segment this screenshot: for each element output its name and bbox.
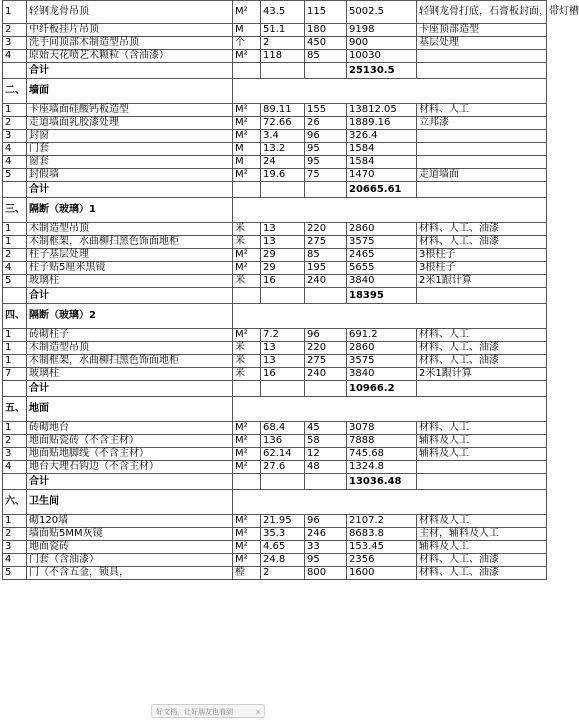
unit: 米: [233, 275, 261, 288]
section-number: 六、: [3, 490, 27, 515]
remarks: 材料、人工: [417, 329, 547, 342]
row-number: 4: [3, 156, 27, 169]
remarks: 卡座顶部造型: [417, 24, 547, 37]
remarks: [417, 474, 547, 490]
section-filler: [233, 397, 547, 422]
remarks: 材料、人工、油漆: [417, 554, 547, 567]
amount: 2860: [347, 223, 417, 236]
table-row: [3, 117, 547, 130]
item-name: 地面瓷砖: [27, 541, 233, 554]
quantity: 24.8: [261, 554, 305, 567]
unit-price: 75: [305, 169, 347, 182]
unit: M²: [233, 1, 261, 24]
row-number: 3: [3, 541, 27, 554]
quantity: [261, 474, 305, 490]
row-number: 5: [3, 169, 27, 182]
item-name: 卡座墙面硅酸钙板造型: [27, 104, 233, 117]
amount: 5002.5: [347, 1, 417, 24]
quantity: 13: [261, 342, 305, 355]
table-row: [3, 461, 547, 474]
quantity: [261, 63, 305, 79]
unit-price: 85: [305, 249, 347, 262]
unit: M²: [233, 130, 261, 143]
amount: 3078: [347, 422, 417, 435]
table-row: [3, 37, 547, 50]
remarks: 立邦漆: [417, 117, 547, 130]
remarks: [417, 130, 547, 143]
unit-price: 275: [305, 355, 347, 368]
subtotal-label: 合计: [27, 182, 233, 198]
quantity: 13: [261, 236, 305, 249]
remarks: [417, 288, 547, 304]
table-row: [3, 130, 547, 143]
quantity: 16: [261, 275, 305, 288]
remarks: 轻钢龙骨打底，石膏板封面，带灯槽: [417, 1, 547, 24]
row-number: [3, 63, 27, 79]
unit: [233, 63, 261, 79]
quantity: 21.95: [261, 515, 305, 528]
table-row: [3, 368, 547, 381]
subtotal-amount: 13036.48: [347, 474, 417, 490]
unit: 樘: [233, 567, 261, 580]
unit-price: 115: [305, 1, 347, 24]
item-name: 木制框架，水曲柳扫黑色饰面地柜: [27, 236, 233, 249]
unit-price: 240: [305, 275, 347, 288]
amount: 1600: [347, 567, 417, 580]
unit-price: 195: [305, 262, 347, 275]
row-number: [3, 182, 27, 198]
item-name: 地面贴地脚线（不含主材）: [27, 448, 233, 461]
remarks: 材料、人工、油漆: [417, 355, 547, 368]
row-number: 5: [3, 567, 27, 580]
unit: M²: [233, 422, 261, 435]
remarks: 2米1跟计算: [417, 275, 547, 288]
section-header-row: [3, 490, 547, 515]
item-name: 玻璃柱: [27, 275, 233, 288]
table-row: [3, 24, 547, 37]
section-title: 地面: [27, 397, 233, 422]
unit: 米: [233, 355, 261, 368]
unit-price: 33: [305, 541, 347, 554]
row-number: 2: [3, 435, 27, 448]
section-number: 四、: [3, 304, 27, 329]
amount: 1584: [347, 156, 417, 169]
remarks: [417, 50, 547, 63]
subtotal-row: [3, 288, 547, 304]
remarks: 走道墙面: [417, 169, 547, 182]
amount: 153.45: [347, 541, 417, 554]
close-icon[interactable]: ×: [255, 708, 261, 716]
row-number: [3, 288, 27, 304]
share-watermark-banner[interactable]: [151, 704, 265, 718]
section-header-row: [3, 397, 547, 422]
unit: M: [233, 143, 261, 156]
item-name: 地面贴瓷砖（不含主材）: [27, 435, 233, 448]
unit-price: 96: [305, 515, 347, 528]
quantity: 27.6: [261, 461, 305, 474]
subtotal-row: [3, 474, 547, 490]
quantity: 43.5: [261, 1, 305, 24]
quantity: 13.2: [261, 143, 305, 156]
item-name: 柱子基层处理: [27, 249, 233, 262]
amount: 745.68: [347, 448, 417, 461]
row-number: 4: [3, 143, 27, 156]
item-name: 砖砌柱子: [27, 329, 233, 342]
amount: 3840: [347, 368, 417, 381]
quantity: 72.66: [261, 117, 305, 130]
unit-price: 220: [305, 342, 347, 355]
remarks: 材料、人工、油漆: [417, 567, 547, 580]
subtotal-label: 合计: [27, 288, 233, 304]
amount: 3575: [347, 236, 417, 249]
row-number: 1: [3, 1, 27, 24]
table-row: [3, 262, 547, 275]
amount: 7888: [347, 435, 417, 448]
amount: 326.4: [347, 130, 417, 143]
quantity: 89.11: [261, 104, 305, 117]
remarks: 材料、人工: [417, 104, 547, 117]
unit-price: 180: [305, 24, 347, 37]
table-row: [3, 156, 547, 169]
quantity: 7.2: [261, 329, 305, 342]
row-number: 3: [3, 37, 27, 50]
unit: [233, 182, 261, 198]
item-name: 门套: [27, 143, 233, 156]
item-name: 轻钢龙骨吊顶: [27, 1, 233, 24]
subtotal-row: [3, 63, 547, 79]
amount: 3840: [347, 275, 417, 288]
amount: 1470: [347, 169, 417, 182]
section-filler: [233, 198, 547, 223]
quantity: 19.6: [261, 169, 305, 182]
remarks: 材料及人工: [417, 515, 547, 528]
amount: 2356: [347, 554, 417, 567]
quantity: 16: [261, 368, 305, 381]
row-number: 2: [3, 24, 27, 37]
table-row: [3, 1, 547, 24]
table-row: [3, 169, 547, 182]
quantity: 118: [261, 50, 305, 63]
unit: 个: [233, 37, 261, 50]
item-name: 洗手间顶部木制造型吊顶: [27, 37, 233, 50]
remarks: 3根柱子: [417, 262, 547, 275]
section-filler: [233, 304, 547, 329]
item-name: 砌120墙: [27, 515, 233, 528]
table-row: [3, 249, 547, 262]
table-row: [3, 223, 547, 236]
amount: 5655: [347, 262, 417, 275]
remarks: [417, 143, 547, 156]
unit-price: [305, 288, 347, 304]
unit-price: 95: [305, 554, 347, 567]
unit-price: 26: [305, 117, 347, 130]
unit-price: 240: [305, 368, 347, 381]
subtotal-amount: 20665.61: [347, 182, 417, 198]
quantity: 2: [261, 567, 305, 580]
unit-price: 12: [305, 448, 347, 461]
unit-price: 246: [305, 528, 347, 541]
unit: M²: [233, 262, 261, 275]
item-name: 窗套: [27, 156, 233, 169]
unit: M²: [233, 515, 261, 528]
remarks: 辅料及人工: [417, 435, 547, 448]
unit: M²: [233, 541, 261, 554]
quantity: 51.1: [261, 24, 305, 37]
amount: 2860: [347, 342, 417, 355]
amount: 1889.16: [347, 117, 417, 130]
row-number: 1: [3, 223, 27, 236]
table-row: [3, 104, 547, 117]
unit: M²: [233, 329, 261, 342]
table-row: [3, 236, 547, 249]
unit-price: 220: [305, 223, 347, 236]
row-number: 2: [3, 249, 27, 262]
remarks: [417, 182, 547, 198]
unit: 米: [233, 368, 261, 381]
table-row: [3, 50, 547, 63]
section-title: 隔断（玻璃）1: [27, 198, 233, 223]
table-row: [3, 528, 547, 541]
unit: M²: [233, 169, 261, 182]
row-number: 1: [3, 355, 27, 368]
unit: 米: [233, 236, 261, 249]
unit: M²: [233, 50, 261, 63]
item-name: 原始天花喷艺术颗粒（含油漆）: [27, 50, 233, 63]
section-header-row: [3, 198, 547, 223]
quotation-table-body: [3, 1, 579, 580]
amount: 1324.8: [347, 461, 417, 474]
row-number: 1: [3, 422, 27, 435]
row-number: 1: [3, 104, 27, 117]
remarks: 材料、人工、油漆: [417, 236, 547, 249]
table-row: [3, 355, 547, 368]
watermark-text: 好文档，让好朋友也看到: [156, 708, 233, 716]
remarks: 材料、人工、油漆: [417, 223, 547, 236]
remarks: 2米1跟计算: [417, 368, 547, 381]
unit-price: 275: [305, 236, 347, 249]
unit-price: 45: [305, 422, 347, 435]
unit-price: 58: [305, 435, 347, 448]
unit: M²: [233, 448, 261, 461]
amount: 691.2: [347, 329, 417, 342]
unit-price: [305, 182, 347, 198]
amount: 10030: [347, 50, 417, 63]
table-row: [3, 448, 547, 461]
unit-price: [305, 474, 347, 490]
item-name: 柱子贴5厘米黑镜: [27, 262, 233, 275]
row-number: 1: [3, 342, 27, 355]
unit: M: [233, 24, 261, 37]
unit: M: [233, 156, 261, 169]
item-name: 木制框架，水曲柳扫黑色饰面地柜: [27, 355, 233, 368]
section-number: 二、: [3, 79, 27, 104]
amount: 1584: [347, 143, 417, 156]
item-name: 木制造型吊顶: [27, 342, 233, 355]
item-name: 木制造型吊顶: [27, 223, 233, 236]
row-number: 4: [3, 554, 27, 567]
section-filler: [233, 490, 547, 515]
amount: 900: [347, 37, 417, 50]
table-row: [3, 515, 547, 528]
remarks: [417, 63, 547, 79]
item-name: 走道墙面乳胶漆处理: [27, 117, 233, 130]
amount: 2465: [347, 249, 417, 262]
subtotal-amount: 18395: [347, 288, 417, 304]
row-number: 1: [3, 329, 27, 342]
row-number: [3, 381, 27, 397]
row-number: 4: [3, 262, 27, 275]
unit: M²: [233, 461, 261, 474]
unit: M²: [233, 249, 261, 262]
item-name: 封假墙: [27, 169, 233, 182]
remarks: 辅料及人工: [417, 448, 547, 461]
unit: 米: [233, 223, 261, 236]
section-title: 隔断（玻璃）2: [27, 304, 233, 329]
quantity: 13: [261, 223, 305, 236]
amount: 2107.2: [347, 515, 417, 528]
table-row: [3, 422, 547, 435]
table-row: [3, 143, 547, 156]
quantity: [261, 182, 305, 198]
section-title: 卫生间: [27, 490, 233, 515]
row-number: 4: [3, 461, 27, 474]
item-name: 砖砌地台: [27, 422, 233, 435]
table-row: [3, 567, 547, 580]
quantity: [261, 381, 305, 397]
row-number: 1: [3, 236, 27, 249]
quantity: 2: [261, 37, 305, 50]
row-number: 7: [3, 368, 27, 381]
remarks: 材料、人工: [417, 422, 547, 435]
quantity: 3.4: [261, 130, 305, 143]
unit: M²: [233, 104, 261, 117]
row-number: 3: [3, 130, 27, 143]
quantity: 136: [261, 435, 305, 448]
unit: [233, 288, 261, 304]
row-number: 2: [3, 528, 27, 541]
unit: [233, 474, 261, 490]
item-name: 封窗: [27, 130, 233, 143]
quantity: 24: [261, 156, 305, 169]
item-name: 地台大理石钩边（不含主材）: [27, 461, 233, 474]
unit: M²: [233, 435, 261, 448]
section-number: 三、: [3, 198, 27, 223]
remarks: [417, 461, 547, 474]
remarks: 主材，辅料及人工: [417, 528, 547, 541]
remarks: 3根柱子: [417, 249, 547, 262]
quantity: 68.4: [261, 422, 305, 435]
unit: [233, 381, 261, 397]
table-row: [3, 554, 547, 567]
table-row: [3, 541, 547, 554]
quantity: [261, 288, 305, 304]
subtotal-label: 合计: [27, 381, 233, 397]
unit-price: 800: [305, 567, 347, 580]
quantity: 29: [261, 249, 305, 262]
row-number: [3, 474, 27, 490]
row-number: 1: [3, 515, 27, 528]
row-number: 2: [3, 117, 27, 130]
item-name: 门（不含五金，锁具，: [27, 567, 233, 580]
section-title: 墙面: [27, 79, 233, 104]
table-row: [3, 275, 547, 288]
subtotal-label: 合计: [27, 474, 233, 490]
item-name: 中纤板挂片吊顶: [27, 24, 233, 37]
unit-price: 96: [305, 329, 347, 342]
unit-price: 96: [305, 130, 347, 143]
unit-price: 85: [305, 50, 347, 63]
quotation-table: [2, 0, 579, 580]
subtotal-label: 合计: [27, 63, 233, 79]
quantity: 4.65: [261, 541, 305, 554]
subtotal-row: [3, 381, 547, 397]
amount: 8683.8: [347, 528, 417, 541]
remarks: 材料、人工、油漆: [417, 342, 547, 355]
section-header-row: [3, 79, 547, 104]
quantity: 35.3: [261, 528, 305, 541]
unit-price: [305, 381, 347, 397]
table-row: [3, 329, 547, 342]
unit-price: 48: [305, 461, 347, 474]
quantity: 29: [261, 262, 305, 275]
subtotal-amount: 25130.5: [347, 63, 417, 79]
unit: M²: [233, 554, 261, 567]
unit-price: [305, 63, 347, 79]
remarks: [417, 381, 547, 397]
row-number: 5: [3, 275, 27, 288]
unit: M²: [233, 117, 261, 130]
remarks: 辅料及人工: [417, 541, 547, 554]
unit: 米: [233, 342, 261, 355]
section-filler: [233, 79, 547, 104]
unit-price: 155: [305, 104, 347, 117]
amount: 3575: [347, 355, 417, 368]
unit-price: 450: [305, 37, 347, 50]
amount: 13812.05: [347, 104, 417, 117]
amount: 9198: [347, 24, 417, 37]
unit: M²: [233, 528, 261, 541]
section-number: 五、: [3, 397, 27, 422]
table-row: [3, 435, 547, 448]
item-name: 玻璃柱: [27, 368, 233, 381]
section-header-row: [3, 304, 547, 329]
row-number: 4: [3, 50, 27, 63]
item-name: 门套（含油漆）: [27, 554, 233, 567]
unit-price: 95: [305, 143, 347, 156]
remarks: [417, 156, 547, 169]
quantity: 13: [261, 355, 305, 368]
subtotal-amount: 10966.2: [347, 381, 417, 397]
row-number: 3: [3, 448, 27, 461]
table-row: [3, 342, 547, 355]
unit-price: 95: [305, 156, 347, 169]
quantity: 62.14: [261, 448, 305, 461]
remarks: 基层处理: [417, 37, 547, 50]
item-name: 墙面贴5MM灰镜: [27, 528, 233, 541]
subtotal-row: [3, 182, 547, 198]
